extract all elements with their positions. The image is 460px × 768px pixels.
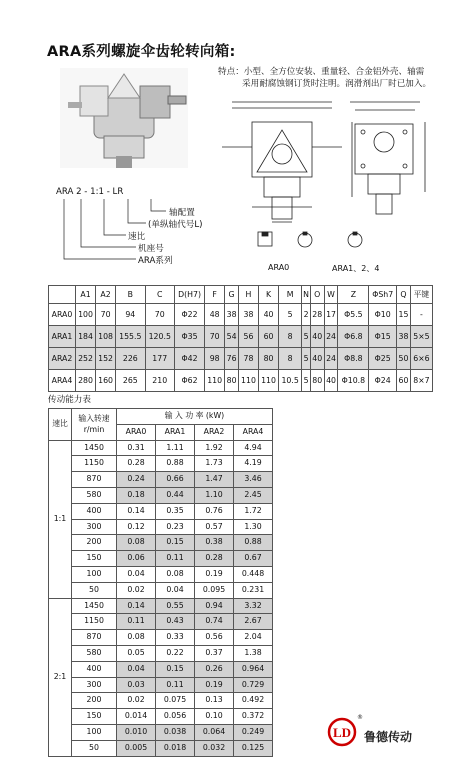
power-cell: 0.15	[156, 535, 195, 551]
power-cell: 0.11	[156, 677, 195, 693]
power-cell: 0.10	[195, 709, 234, 725]
power-cell: 0.57	[195, 519, 234, 535]
power-cell: 0.31	[117, 440, 156, 456]
power-cell: 0.14	[117, 503, 156, 519]
col-header: W	[324, 286, 338, 304]
capacity-row	[49, 566, 273, 582]
speed-cell: 580	[72, 645, 117, 661]
cell: Φ10.8	[338, 370, 369, 392]
speed-cell: 50	[72, 740, 117, 756]
power-cell: 0.038	[156, 724, 195, 740]
speed-header	[72, 409, 117, 441]
capacity-row	[49, 519, 273, 535]
power-cell: 0.964	[234, 661, 273, 677]
power-cell: 0.13	[195, 693, 234, 709]
cell: Φ42	[174, 348, 204, 370]
power-cell: 0.02	[117, 582, 156, 598]
power-cell: 0.056	[156, 709, 195, 725]
cell: ARA4	[49, 370, 76, 392]
cell: 5	[279, 304, 302, 326]
cell: 80	[310, 370, 324, 392]
power-cell: 0.06	[117, 551, 156, 567]
speed-cell: 870	[72, 630, 117, 646]
capacity-row	[49, 661, 273, 677]
power-cell: 0.372	[234, 709, 273, 725]
col-header: D(H7)	[174, 286, 204, 304]
logo-mark: LD	[332, 725, 352, 740]
legend-frame: 机座号	[138, 244, 164, 254]
cell: 5	[302, 348, 311, 370]
cell: Φ15	[369, 326, 397, 348]
power-cell: 0.15	[156, 661, 195, 677]
power-cell: 0.095	[195, 582, 234, 598]
cell: 94	[116, 304, 145, 326]
speed-header-text: 输入转速	[78, 414, 110, 424]
cell: 24	[324, 348, 338, 370]
cell: 265	[116, 370, 145, 392]
power-cell: 0.04	[156, 582, 195, 598]
speed-cell: 870	[72, 472, 117, 488]
power-cell: 1.72	[234, 503, 273, 519]
cell: 5×5	[410, 326, 432, 348]
power-cell: 0.04	[117, 661, 156, 677]
power-cell: 3.32	[234, 598, 273, 614]
power-cell: 0.005	[117, 740, 156, 756]
cell: 15	[397, 304, 411, 326]
dimension-row-ara4	[49, 370, 433, 392]
power-cell: 2.45	[234, 487, 273, 503]
cell: 24	[324, 326, 338, 348]
cell: 110	[205, 370, 225, 392]
capacity-body	[49, 440, 273, 756]
cell: 50	[397, 348, 411, 370]
power-cell: 3.46	[234, 472, 273, 488]
col-header: F	[205, 286, 225, 304]
cell: 280	[76, 370, 96, 392]
cell: Φ6.8	[338, 326, 369, 348]
product-photo	[60, 68, 188, 168]
col-header: K	[259, 286, 279, 304]
power-cell: 1.11	[156, 440, 195, 456]
cell: 76	[225, 348, 239, 370]
cell: 8×7	[410, 370, 432, 392]
model-code-diagram	[56, 187, 231, 267]
cell: 252	[76, 348, 96, 370]
capacity-row	[49, 709, 273, 725]
power-cell: 1.47	[195, 472, 234, 488]
capacity-row	[49, 582, 273, 598]
power-cell: 4.19	[234, 456, 273, 472]
power-cell: 0.19	[195, 566, 234, 582]
speed-cell: 1150	[72, 614, 117, 630]
capacity-row	[49, 724, 273, 740]
capacity-row	[49, 693, 273, 709]
brand-logo	[327, 716, 437, 752]
speed-cell: 1450	[72, 598, 117, 614]
power-cell: 1.73	[195, 456, 234, 472]
cell: 38	[397, 326, 411, 348]
col-header: Z	[338, 286, 369, 304]
cell: 177	[145, 348, 174, 370]
cell: 40	[310, 326, 324, 348]
cell: 28	[310, 304, 324, 326]
cell: 100	[76, 304, 96, 326]
cell: 184	[76, 326, 96, 348]
logo-text: 鲁德传动	[364, 730, 413, 744]
capacity-table	[48, 408, 273, 757]
features-line-2: 采用耐腐蚀钢订货时注明。润滑剂出厂时已加入。	[242, 79, 432, 89]
power-cell: 0.02	[117, 693, 156, 709]
dimension-header-row	[49, 286, 433, 304]
col-header: A2	[96, 286, 116, 304]
cell: 152	[96, 348, 116, 370]
speed-cell: 400	[72, 661, 117, 677]
speed-cell: 100	[72, 724, 117, 740]
cell: 48	[205, 304, 225, 326]
capacity-row	[49, 630, 273, 646]
speed-cell: 300	[72, 677, 117, 693]
cell: 70	[145, 304, 174, 326]
col-header: 平键	[410, 286, 432, 304]
speed-cell: 150	[72, 551, 117, 567]
cell: 2	[302, 304, 311, 326]
power-cell: 0.08	[117, 630, 156, 646]
key-section-c	[340, 228, 370, 250]
power-header: 输 入 功 率 (kW)	[117, 409, 273, 425]
cell: 70	[205, 326, 225, 348]
cell: 54	[225, 326, 239, 348]
power-cell: 0.04	[117, 566, 156, 582]
power-cell: 0.125	[234, 740, 273, 756]
cell: 10.5	[279, 370, 302, 392]
col-header: M	[279, 286, 302, 304]
power-cell: 0.55	[156, 598, 195, 614]
power-cell: 0.38	[195, 535, 234, 551]
power-cell: 1.30	[234, 519, 273, 535]
registered-mark: ®	[357, 714, 363, 721]
power-cell: 0.28	[117, 456, 156, 472]
cell: Φ10	[369, 304, 397, 326]
col-header: O	[310, 286, 324, 304]
cell: 40	[310, 348, 324, 370]
power-cell: 1.10	[195, 487, 234, 503]
capacity-row	[49, 456, 273, 472]
cell: 56	[238, 326, 258, 348]
cell: 70	[96, 304, 116, 326]
power-cell: 0.88	[156, 456, 195, 472]
col-header: H	[238, 286, 258, 304]
dimension-row-ara2	[49, 348, 433, 370]
power-cell: 0.018	[156, 740, 195, 756]
power-cell: 0.064	[195, 724, 234, 740]
cell: 108	[96, 326, 116, 348]
key-section-b	[290, 228, 320, 250]
capacity-section-title: 传动能力表	[48, 395, 91, 405]
power-cell: 0.43	[156, 614, 195, 630]
power-cell: 0.74	[195, 614, 234, 630]
capacity-row	[49, 645, 273, 661]
cell: -	[410, 304, 432, 326]
power-cell: 0.231	[234, 582, 273, 598]
capacity-row	[49, 503, 273, 519]
power-cell: 0.23	[156, 519, 195, 535]
cell: 17	[324, 304, 338, 326]
drawing-label-ara124: ARA1、2、4	[332, 264, 380, 273]
speed-cell: 200	[72, 693, 117, 709]
power-cell: 0.12	[117, 519, 156, 535]
cell: 80	[225, 370, 239, 392]
power-cell: 0.24	[117, 472, 156, 488]
power-cell: 0.76	[195, 503, 234, 519]
cell: Φ35	[174, 326, 204, 348]
cell: 40	[324, 370, 338, 392]
speed-cell: 200	[72, 535, 117, 551]
drawing-label-ara0: ARA0	[268, 263, 290, 272]
cell: 5	[302, 370, 311, 392]
power-cell: 0.08	[117, 535, 156, 551]
col-header	[49, 286, 76, 304]
cell: 160	[96, 370, 116, 392]
power-cell: 2.67	[234, 614, 273, 630]
cell: 6×6	[410, 348, 432, 370]
cell: ARA0	[49, 304, 76, 326]
col-header: Q	[397, 286, 411, 304]
dimension-row-ara0	[49, 304, 433, 326]
features-line-1: 特点：小型、全方位安装、重量轻、合金铝外壳、轴需	[218, 67, 425, 77]
power-cell: 1.38	[234, 645, 273, 661]
capacity-header-row	[49, 409, 273, 425]
capacity-row	[49, 440, 273, 456]
speed-cell: 580	[72, 487, 117, 503]
capacity-row	[49, 598, 273, 614]
power-cell: 0.44	[156, 487, 195, 503]
speed-cell: 1150	[72, 456, 117, 472]
cell: Φ24	[369, 370, 397, 392]
speed-cell: 300	[72, 519, 117, 535]
cell: 155.5	[116, 326, 145, 348]
capacity-row	[49, 487, 273, 503]
speed-cell: 50	[72, 582, 117, 598]
cell: 60	[259, 326, 279, 348]
col-header: ΦSh7	[369, 286, 397, 304]
power-cell: 0.88	[234, 535, 273, 551]
cell: 78	[238, 348, 258, 370]
power-cell: 4.94	[234, 440, 273, 456]
capacity-row	[49, 740, 273, 756]
power-cell: 0.075	[156, 693, 195, 709]
speed-header-unit: r/min	[83, 425, 105, 435]
col-header: G	[225, 286, 239, 304]
col-header: B	[116, 286, 145, 304]
cell: Φ8.8	[338, 348, 369, 370]
col-header: A1	[76, 286, 96, 304]
key-section-a	[248, 228, 288, 250]
cell: 98	[205, 348, 225, 370]
cell: 80	[259, 348, 279, 370]
power-cell: 0.26	[195, 661, 234, 677]
cell: 110	[259, 370, 279, 392]
power-cell: 0.66	[156, 472, 195, 488]
col-header: C	[145, 286, 174, 304]
model-header: ARA0	[117, 424, 156, 440]
power-cell: 0.010	[117, 724, 156, 740]
features-text	[218, 66, 456, 90]
power-cell: 0.28	[195, 551, 234, 567]
legend-axis-code: (单纵轴代号L)	[148, 220, 203, 230]
power-cell: 0.19	[195, 677, 234, 693]
power-cell: 0.37	[195, 645, 234, 661]
capacity-row	[49, 472, 273, 488]
power-cell: 0.22	[156, 645, 195, 661]
legend-axis-config: 轴配置	[169, 208, 195, 218]
power-cell: 1.92	[195, 440, 234, 456]
capacity-row	[49, 677, 273, 693]
power-cell: 0.032	[195, 740, 234, 756]
cell: Φ62	[174, 370, 204, 392]
col-header: N	[302, 286, 311, 304]
power-cell: 0.11	[156, 551, 195, 567]
cell: 8	[279, 326, 302, 348]
ratio-header: 速比	[49, 409, 72, 441]
cell: Φ25	[369, 348, 397, 370]
power-cell: 0.56	[195, 630, 234, 646]
power-cell: 0.11	[117, 614, 156, 630]
power-cell: 0.67	[234, 551, 273, 567]
power-cell: 0.729	[234, 677, 273, 693]
cell: 226	[116, 348, 145, 370]
cell: 38	[225, 304, 239, 326]
model-header: ARA1	[156, 424, 195, 440]
power-cell: 0.492	[234, 693, 273, 709]
power-cell: 0.08	[156, 566, 195, 582]
model-code: ARA 2 - 1:1 - LR	[56, 187, 124, 197]
cell: Φ5.5	[338, 304, 369, 326]
ratio-cell: 2:1	[49, 598, 72, 756]
cell: 210	[145, 370, 174, 392]
ratio-cell: 1:1	[49, 440, 72, 598]
power-cell: 0.03	[117, 677, 156, 693]
cell: 60	[397, 370, 411, 392]
legend-ratio: 速比	[128, 232, 146, 242]
dimension-row-ara1	[49, 326, 433, 348]
capacity-row	[49, 535, 273, 551]
cell: 5	[302, 326, 311, 348]
cell: 110	[238, 370, 258, 392]
power-cell: 0.249	[234, 724, 273, 740]
cell: 40	[259, 304, 279, 326]
power-cell: 0.448	[234, 566, 273, 582]
speed-cell: 400	[72, 503, 117, 519]
power-cell: 0.14	[117, 598, 156, 614]
power-cell: 2.04	[234, 630, 273, 646]
power-cell: 0.33	[156, 630, 195, 646]
speed-cell: 150	[72, 709, 117, 725]
cell: Φ22	[174, 304, 204, 326]
cell: ARA2	[49, 348, 76, 370]
dimension-table	[48, 285, 433, 392]
power-cell: 0.014	[117, 709, 156, 725]
capacity-row	[49, 551, 273, 567]
power-cell: 0.94	[195, 598, 234, 614]
model-header: ARA4	[234, 424, 273, 440]
cell: 38	[238, 304, 258, 326]
cell: ARA1	[49, 326, 76, 348]
model-header: ARA2	[195, 424, 234, 440]
power-cell: 0.18	[117, 487, 156, 503]
capacity-row	[49, 614, 273, 630]
cell: 120.5	[145, 326, 174, 348]
cell: 8	[279, 348, 302, 370]
power-cell: 0.05	[117, 645, 156, 661]
speed-cell: 100	[72, 566, 117, 582]
power-cell: 0.35	[156, 503, 195, 519]
legend-series: ARA系列	[138, 256, 173, 266]
page-title: ARA系列螺旋伞齿轮转向箱:	[47, 44, 236, 60]
ld-logo-icon	[327, 716, 357, 748]
speed-cell: 1450	[72, 440, 117, 456]
